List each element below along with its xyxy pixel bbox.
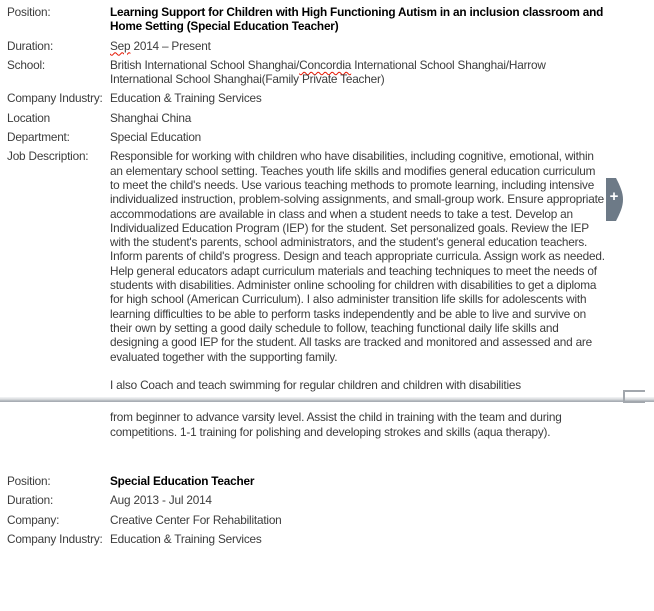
expand-tab-button[interactable] [606,178,624,221]
field-row-position [7,474,654,488]
misspelled-word: Concordia [299,57,352,72]
field-row-company-industry [7,91,654,105]
company-industry-value: Education & Training Services [110,531,262,546]
continuation-paragraph: from beginner to advance varsity level. Assist the child in training with the team and during competitions. 1-1 training for polishing and developing strokes and skills (aqua therapy). [110,410,562,439]
duration-value-rest: 2014 – Present [130,38,211,53]
misspelled-word: Sep [110,38,131,53]
position-label: Position: [7,5,51,19]
page-break-divider [0,397,654,402]
position-label: Position: [7,474,51,489]
record-2 [0,469,654,546]
job-description-paragraph-2: I also Coach and teach swimming for regular children and children with disabilities [110,378,521,393]
field-row-duration [7,39,654,53]
job-description-label: Job Description: [7,149,89,164]
job-description [110,149,607,392]
school-value [110,58,607,87]
company-industry-label: Company Industry: [7,531,103,546]
field-row-position [7,5,654,34]
duration-label: Duration: [7,493,54,508]
position-title: Learning Support for Children with High Functioning Autism in an inclusion classroom and Home Setting (Special Education Teacher) [110,5,604,34]
field-row-company-industry [7,532,654,546]
company-industry-value: Education & Training Services [110,91,262,106]
field-row-school [7,58,654,87]
company-industry-label: Company Industry: [7,91,103,106]
field-row-job-description [7,149,654,392]
school-value-post: International School Shanghai/Harrow International School Shanghai(Family Private Teacher) [110,57,546,87]
company-label: Company: [7,512,60,527]
company-value: Creative Center For Rehabilitation [110,512,282,527]
department-value: Special Education [110,130,202,145]
job-description-paragraph-1: Responsible for working with children who have disabilities, including cognitive, emotional, within an elementary school setting. Teaches youth life skills and modifies general education curriculum to meet the child's needs. Use various teaching methods to promote learning, including intensive individualized instruction, problem-solving assignments, and small-group work. Ensure appropriate accommodations are available in class and when a student needs to take a test. Develop an Individualized Education Program (IEP) for the student. Set personalized goals. Review the IEP with the student's parents, school administrators, and the student's general education teachers. Inform parents of child's progress. Design and teach appropriate curricula. Assign work as needed. Help general educators adapt curriculum materials and teaching techniques to meet the needs of students with disabilities. Administer online schooling for children with disabilities to get a diploma for high school (American Curriculum). I also administer transition life skills for adolescents with learning difficulties to be able to perform tasks independently and be able to live and survive on their own by setting a good daily schedule to follow, teaching functional daily life skills and designing a good IEP for the student. All tasks are tracked and monitored and assessed and are evaluated together with the supporting family. [110,149,605,364]
field-row-location [7,111,654,125]
school-value-pre: British International School Shanghai/ [110,57,300,72]
location-value: Shanghai China [110,110,192,125]
duration-value [110,39,607,53]
school-label: School: [7,57,45,72]
duration-label: Duration: [7,38,54,53]
position-title: Special Education Teacher [110,474,255,489]
field-row-duration [7,493,654,507]
page-break-icon [623,390,645,403]
location-label: Location [7,110,51,125]
field-row-department [7,130,654,144]
field-row-company [7,513,654,527]
duration-value: Aug 2013 - Jul 2014 [110,493,212,508]
plus-icon: + [609,188,619,205]
department-label: Department: [7,130,70,145]
